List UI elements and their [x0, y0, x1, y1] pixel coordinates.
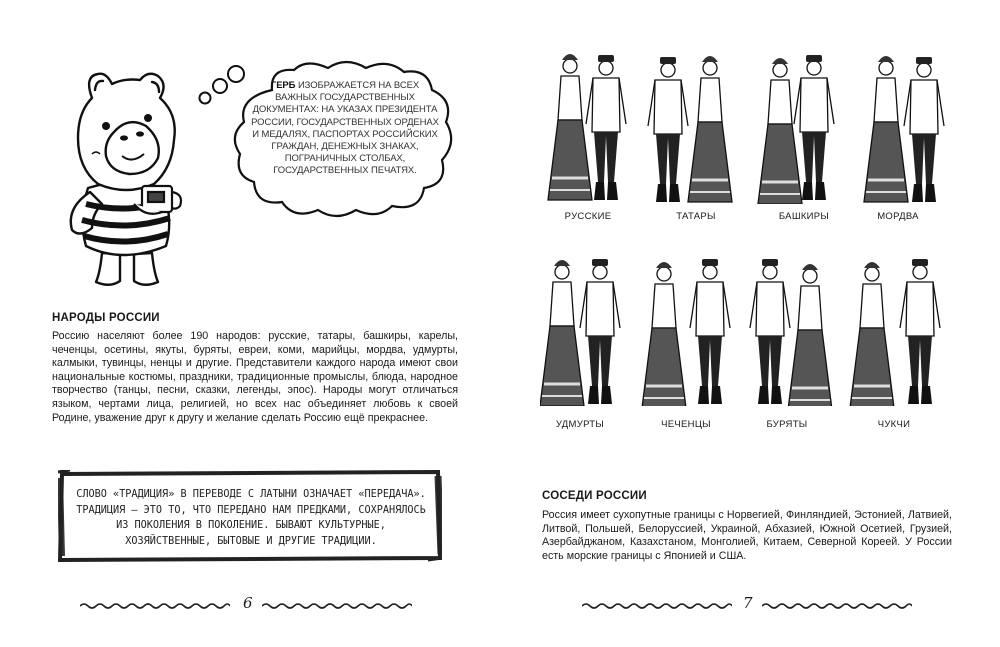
costumes-row-1-illustration: [540, 44, 980, 204]
people-label-tatars: ТАТАРЫ: [676, 211, 716, 222]
section-text-neighbors: Россия имеет сухопутные границы с Норвегией, Финляндией, Эстонией, Латвией, Литвой, Польшей, Белоруссией, Украиной, Абхазией, Южной Осетией, Грузией, Азербайджаном, Казахстаном, Монголией, Китаем, Северной Кореей. У России есть морские границы с Японией и США.: [542, 509, 952, 562]
people-label-mordva: МОРДВА: [877, 211, 919, 222]
people-label-russians: РУССКИЕ: [564, 211, 612, 222]
footer-wave-left: [80, 599, 230, 613]
people-label-buryats: БУРЯТЫ: [766, 419, 808, 430]
tradition-note: СЛОВО «ТРАДИЦИЯ» В ПЕРЕВОДЕ С ЛАТЫНИ ОЗНАЧАЕТ «ПЕРЕДАЧА». ТРАДИЦИЯ — ЭТО ТО, ЧТО ПЕРЕДАНО НАМ ПРЕДКАМИ, СОХРАНЯЛОСЬ ИЗ ПОКОЛЕНИЯ В ПОКОЛЕНИЕ. БЫВАЮТ КУЛЬТУРНЫЕ, ХОЗЯЙСТВЕННЫЕ, БЫТОВЫЕ И ДРУГИЕ ТРАДИЦИИ.: [76, 489, 426, 547]
section-title-peoples: НАРОДЫ РОССИИ: [52, 312, 160, 324]
coat-of-arms-fact: [250, 80, 440, 178]
section-title-neighbors: СОСЕДИ РОССИИ: [542, 490, 647, 502]
costumes-row-2-illustration: [540, 256, 980, 406]
capybara-mascot-illustration: [62, 68, 190, 293]
footer-wave-right: [762, 599, 912, 613]
bubble-lead: ГЕРБ: [270, 80, 296, 91]
people-label-udmurts: УДМУРТЫ: [555, 419, 605, 430]
people-label-chukchi: ЧУКЧИ: [877, 419, 911, 430]
people-label-chechens: ЧЕЧЕНЦЫ: [661, 419, 711, 430]
footer-wave-right: [262, 599, 412, 613]
bubble-text: ИЗОБРАЖАЕТСЯ НА ВСЕХ ВАЖНЫХ ГОСУДАРСТВЕННЫХ ДОКУМЕНТАХ: НА УКАЗАХ ПРЕЗИДЕНТА РОССИИ, ГОСУДАРСТВЕННЫХ ОРДЕНАХ И МЕДАЛЯХ, ПАСПОРТАХ РОССИЙСКИХ ГРАЖДАН, ДЕНЕЖНЫХ ЗНАКАХ, ПОГРАНИЧНЫХ СТОЛБАХ, ГОСУДАРСТВЕННЫХ ПЕЧАТЯХ.: [251, 80, 439, 177]
section-text-peoples: Россию населяют более 190 народов: русские, татары, башкиры, карелы, чеченцы, осетины, якуты, буряты, евреи, коми, марийцы, мордва, удмурты, калмыки, тувинцы, ненцы и другие. Представители каждого народа имеют свои национальные костюмы, праздники, традиционные промыслы, блюда, народное творчество (танцы, песни, сказки, легенды, эпос). Народы могут отличаться языком, чертами лица, религией, но всех нас объединяет любовь к своей Родине, уважение друг к другу и желание сделать Россию ещё прекраснее.: [52, 330, 458, 424]
right-page: [500, 0, 1000, 647]
page-number: 7: [743, 594, 753, 612]
page-number: 6: [243, 594, 253, 612]
thought-circles: [196, 62, 246, 108]
footer-wave-left: [582, 599, 732, 613]
people-label-bashkirs: БАШКИРЫ: [778, 211, 830, 222]
